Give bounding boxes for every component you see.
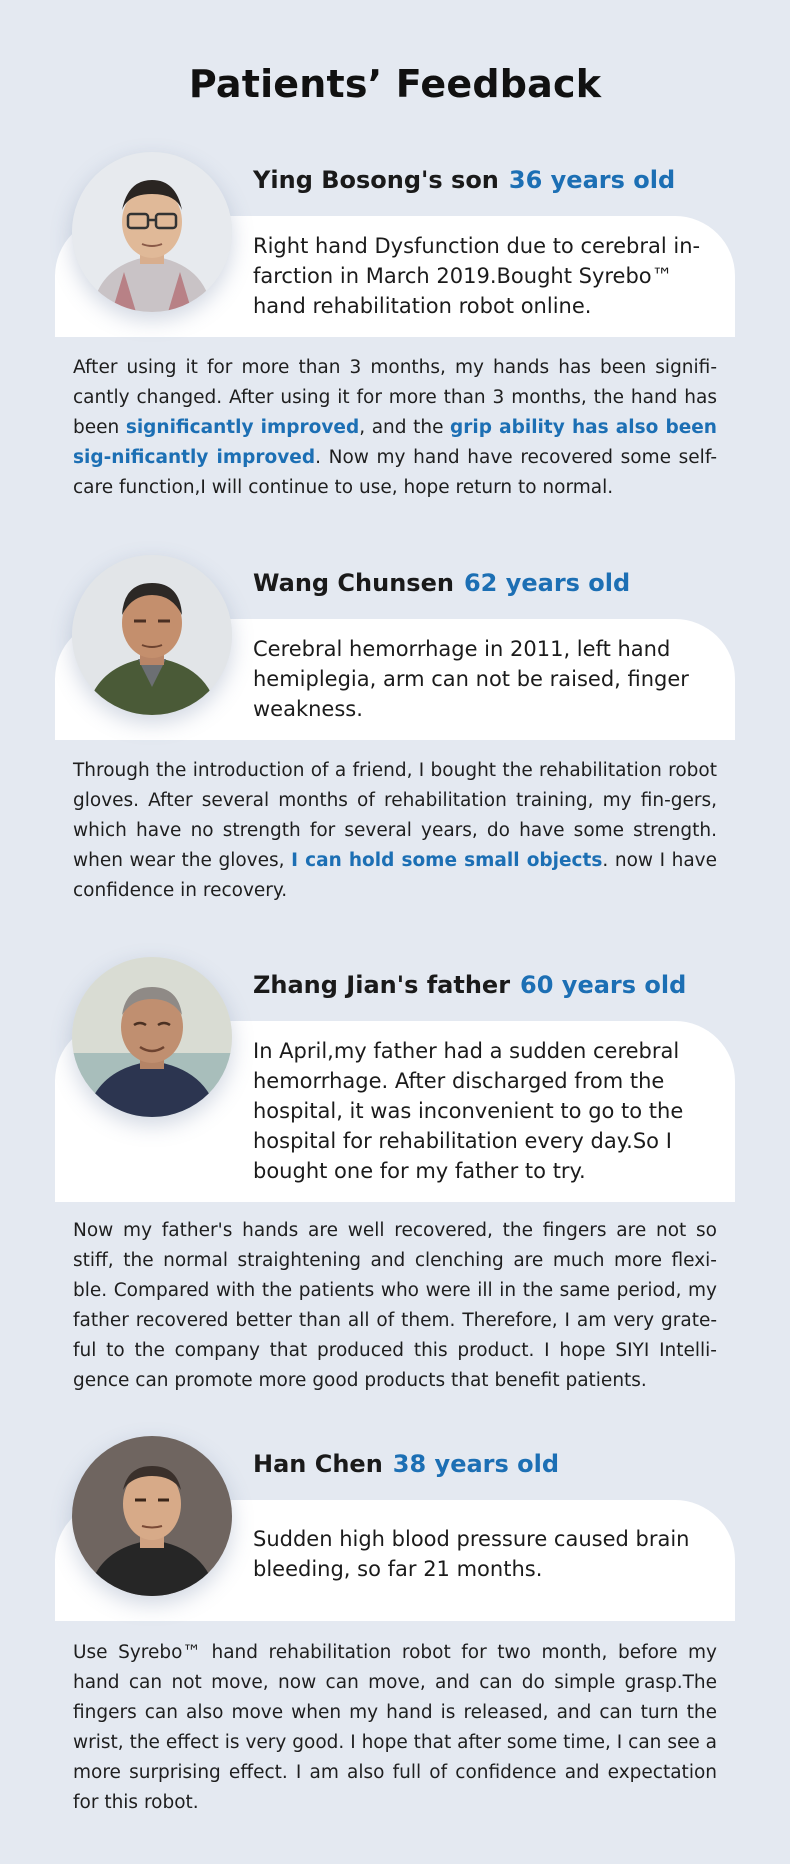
person-portrait-icon (72, 152, 232, 312)
person-portrait-icon (72, 555, 232, 715)
patient-name: Zhang Jian's father (253, 971, 511, 999)
patient-name-line (253, 971, 686, 999)
feedback-part: Use Syrebo™ hand rehabilitation robot for two month, before my hand can not move, now can move, and can do simple grasp.The fingers can also move when my hand is released, and can turn the wrist, the effect is very good. I hope that after some time, I can see a more surprising effect. I am also full of confidence and expectation for this robot. (73, 1642, 717, 1813)
avatar (72, 152, 232, 312)
condition-text: In April,my father had a sudden cerebral hemorrhage. After discharged from the hospital, it was inconvenient to go to the hospital for rehabilitation every day.So I bought one for my father to try. (253, 1039, 684, 1183)
feedback-part: . now I have confidence in recovery. (73, 850, 717, 901)
patient-name-line (253, 569, 630, 597)
feedback-part: Through the introduction of a friend, I bought the rehabilitation robot gloves. After several months of rehabilitation training, my fin-gers, which have no strength for several years, do have some strength. when wear the gloves, (73, 760, 717, 871)
feedback-highlight: grip ability has also been sig-nificantly improved (73, 417, 717, 468)
feedback-text (73, 756, 717, 906)
feedback-part: Now my father's hands are well recovered, the fingers are not so stiff, the normal straightening and clenching are much more flexi-ble. Compared with the patients who were ill in the same period, my father recovered better than all of them. Therefore, I am very grate-ful to the company that produced this product. I hope SIYI Intelli-gence can promote more good products that benefit patients. (73, 1220, 717, 1391)
patient-age: 62 years old (463, 569, 631, 597)
patient-name: Wang Chunsen (253, 569, 454, 597)
feedback-part: , and the (359, 417, 451, 438)
page-title: Patients’ Feedback (188, 62, 602, 106)
feedback-text (73, 1216, 717, 1396)
feedback-highlight: significantly improved (125, 417, 360, 438)
condition-text: Right hand Dysfunction due to cerebral in-farction in March 2019.Bought Syrebo™ hand rehabilitation robot online. (253, 234, 701, 318)
feedback-part: . Now my hand have recovered some self-care function,I will continue to use, hope return to normal. (73, 447, 717, 498)
patient-name: Han Chen (253, 1450, 383, 1478)
avatar (72, 957, 232, 1117)
feedback-part: After using it for more than 3 months, my hands has been signifi-cantly changed. After using it for more than 3 months, the hand has been (73, 357, 717, 438)
patient-age: 38 years old (392, 1450, 560, 1478)
person-portrait-icon (72, 1436, 232, 1596)
patient-name-line (253, 1450, 559, 1478)
feedback-text (73, 1638, 717, 1818)
patient-name-line (253, 166, 675, 194)
condition-text: Cerebral hemorrhage in 2011, left hand hemiplegia, arm can not be raised, finger weakness. (253, 637, 689, 721)
avatar (72, 1436, 232, 1596)
patient-age: 36 years old (508, 166, 676, 194)
patient-name: Ying Bosong's son (253, 166, 499, 194)
avatar (72, 555, 232, 715)
feedback-highlight: I can hold some small objects (291, 850, 603, 871)
feedback-text (73, 353, 717, 503)
patient-age: 60 years old (520, 971, 687, 999)
person-portrait-icon (72, 957, 232, 1117)
condition-text: Sudden high blood pressure caused brain bleeding, so far 21 months. (253, 1527, 690, 1581)
